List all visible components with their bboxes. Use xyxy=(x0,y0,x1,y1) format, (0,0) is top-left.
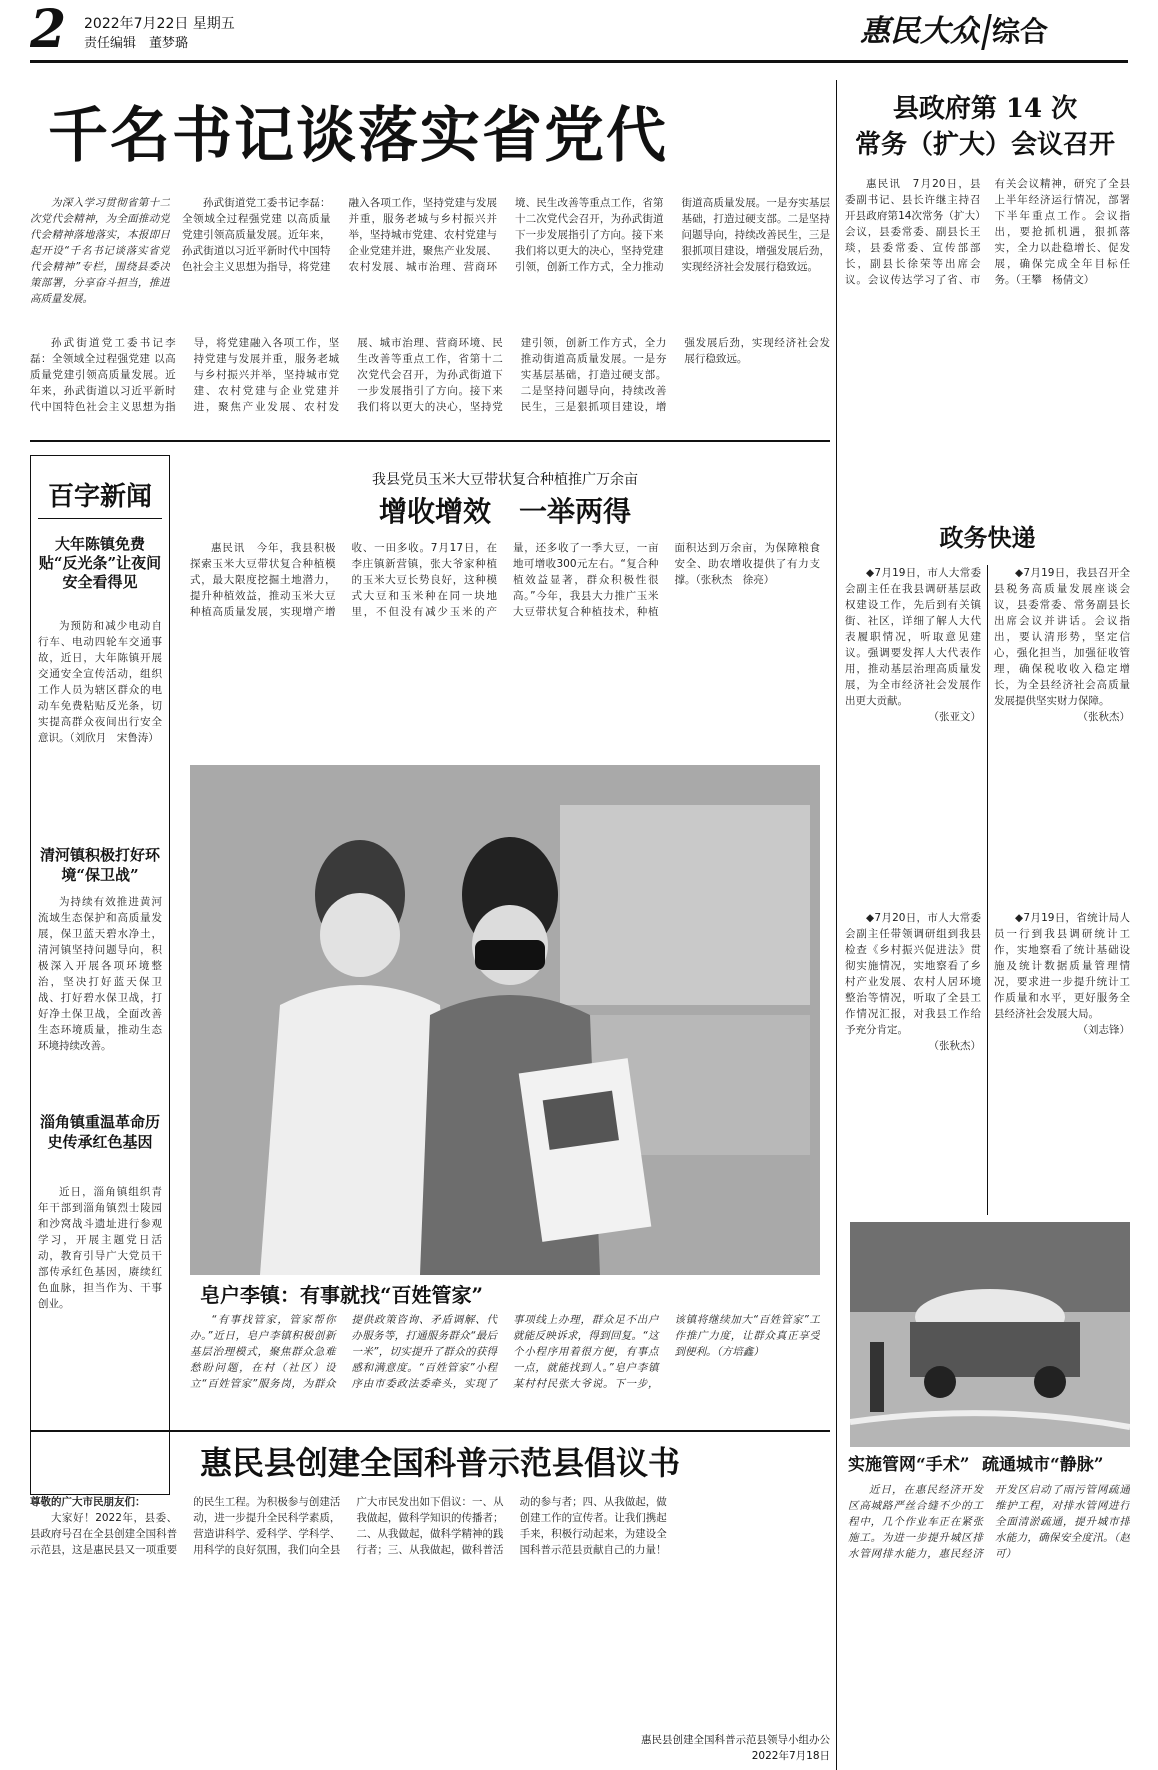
byline: （张亚文） xyxy=(928,711,981,723)
lead-bottom-rule xyxy=(30,440,830,442)
photo-village-butler xyxy=(190,765,820,1275)
brand-logo: 惠民大众 xyxy=(860,14,980,49)
initiative-salutation: 尊敬的广大市民朋友们： xyxy=(30,1496,146,1508)
byline: （张秋杰） xyxy=(1077,711,1130,723)
planting-body: 惠民讯 今年，我县积极探索玉米大豆带状复合种植模式，最大限度挖掘土地潜力，提升种植效益，推动玉米大豆种植高质量发展，实现增产增收、一田多收。7月17日，在李庄镇新营镇，张大爷家种植的玉米大豆长势良好，这种模式大豆和玉米种在同一块地里，不但没有减少玉米的产量，还多收了一季大豆，一亩地可增收300元左右。“复合种植效益显著，群众积极性很高。”今年，我县大力推广玉米大豆带状复合种植技术，种植面积达到万余亩，为保障粮食安全、助农增收提供了有力支撑。（张秋杰 徐亮） xyxy=(190,542,820,618)
photo-caption: 皂户李镇：有事就找“百姓管家” xyxy=(200,1283,484,1307)
page-number: 2 xyxy=(30,2,67,58)
date-line: 2022年7月22日 星期五 xyxy=(84,16,235,32)
news-item-body: 为预防和减少电动自行车、电动四轮车交通事故，近日，大年陈镇开展交通安全宣传活动，组织工作人员为辖区群众的电动车免费粘贴反光条，切实提高群众夜间出行安全意识。（刘欣月 宋鲁涛） xyxy=(38,620,162,744)
news-item-title: 清河镇积极打好环境“保卫战” xyxy=(39,846,160,884)
editor-line: 责任编辑 董梦璐 xyxy=(84,36,189,51)
sewer-body: 近日，在惠民经济开发区高城路严丝合缝不少的工程中，几个作业车正在紧张施工。为进一步提升城区排水管网排水能力，惠民经济开发区启动了雨污管网疏通维护工程，对排水管网进行全面清淤疏通，提升城市排水能力，确保安全度汛。（赵可） xyxy=(848,1484,1130,1560)
gov-brief-item: ◆7月19日，省统计局人员一行到我县调研统计工作，实地察看了统计基础设施及统计数据质量管理情况，要求进一步提升统计工作质量和水平，更好服务全县经济社会发展大局。 （刘志锋） xyxy=(994,912,1130,1036)
section-name: 综合 xyxy=(992,15,1049,48)
lead-intro: 为深入学习贯彻省第十二次党代会精神，为全面推动党代会精神落地落实，本报即日起开设“千名书记谈落实省党代会精神”专栏，围绕县委决策部署，分享奋斗担当，推进高质量发展。 xyxy=(30,197,170,305)
photo-story-body: “有事找管家，管家帮你办。”近日，皂户李镇积极创新基层治理模式，聚焦群众急难愁盼问题，在村（社区）设立“百姓管家”服务岗，为群众提供政策咨询、矛盾调解、代办服务等，打通服务群众“最后一米”，切实提升了群众的获得感和满意度。“百姓管家”小程序由市委政法委牵头，实现了事项线上办理，群众足不出户就能反映诉求，得到回复。“这个小程序用着很方便，有事点一点，就能找到人。”皂户李镇某村村民张大爷说。下一步，该镇将继续加大“百姓管家”工作推广力度，让群众真正享受到便利。（方培鑫） xyxy=(190,1314,820,1390)
sewer-headline-b: 疏通城市“静脉” xyxy=(982,1455,1104,1475)
initiative-date: 2022年7月18日 xyxy=(751,1750,830,1762)
initiative-headline: 惠民县创建全国科普示范县倡议书 xyxy=(199,1444,680,1482)
initiative-signature: 惠民县创建全国科普示范县领导小组办公 xyxy=(641,1734,830,1746)
hundred-news-badge: 百字新闻 xyxy=(38,475,162,519)
brand-divider xyxy=(981,14,992,50)
news-item-body: 为持续有效推进黄河流域生态保护和高质量发展，保卫蓝天碧水净土，清河镇坚持问题导向，积极深入开展各项环境整治，坚决打好蓝天保卫战、打好碧水保卫战，打好净土保卫战，全面改善生态环境质量，推动生态环境持续改善。 xyxy=(38,896,162,1052)
planting-kicker: 我县党员玉米大豆带状复合种植推广万余亩 xyxy=(372,472,638,488)
header-rule xyxy=(30,60,1128,63)
planting-headline: 增收增效 一举两得 xyxy=(378,495,631,528)
gov-brief-title: 政务快递 xyxy=(939,523,1036,552)
lead-body: 孙武街道党工委书记李磊：全领域全过程强党建 以高质量党建引领高质量发展。近年来，孙武街道以习近平新时代中国特色社会主义思想为指导，将党建融入各项工作，坚持党建与发展并重，服务老城与乡村振兴并举，坚持城市党建、农村党建与企业党建并进，聚焦产业发展、农村发展、城市治理、营商环境、民生改善等重点工作，省第十二次党代会召开，为孙武街道下一步发展指引了方向。接下来我们将以更大的决心，坚持党建引领，创新工作方式，全力推动街道高质量发展。一是夯实基层基础，打造过硬支部。二是坚持问题导向，持续改善民生，三是狠抓项目建设，增强发展后劲，实现经济社会发展行稳致远。 xyxy=(30,337,830,413)
gov-brief-item: ◆7月20日，市人大常委会副主任带领调研组到我县检查《乡村振兴促进法》贯彻实施情况，实地察看了乡村产业发展、农村人居环境整治等情况，听取了全县工作情况汇报，对我县工作给予充分肯定。 （张秋杰） xyxy=(845,912,981,1052)
right-col-divider xyxy=(836,80,837,1770)
photo-sewer-truck xyxy=(850,1222,1130,1447)
news-item-title: 淄角镇重温革命历史传承红色基因 xyxy=(39,1113,160,1151)
news-item-body: 近日，淄角镇组织青年干部到淄角镇烈士陵园和沙窝战斗遗址进行参观学习，开展主题党日活动，教育引导广大党员干部传承红色基因，赓续红色血脉，担当作为、干事创业。 xyxy=(38,1186,162,1310)
gov-brief-item: ◆7月19日，我县召开全县税务高质量发展座谈会议，县委常委、常务副县长出席会议并讲话。会议指出，要认清形势，坚定信心，强化担当，加强征收管理，确保税收收入稳定增长，为全县经济社会高质量发展提供坚实财力保障。 （张秋杰） xyxy=(994,567,1130,723)
meeting-headline-1: 县政府第 14 次 xyxy=(892,94,1078,124)
lead-headline: 千名书记谈落实省党代 xyxy=(48,101,668,171)
byline: （张秋杰） xyxy=(928,1040,981,1052)
lead-body-top: 孙武街道党工委书记李磊：全领域全过程强党建 以高质量党建引领高质量发展。近年来，孙武街道以习近平新时代中国特色社会主义思想为指导，将党建融入各项工作，坚持党建与发展并重，服务老城与乡村振兴并举，坚持城市党建、农村党建与企业党建并进，聚焦产业发展、农村发展、城市治理、营商环境、民生改善等重点工作，省第十二次党代会召开，为孙武街道下一步发展指引了方向。接下来我们将以更大的决心，坚持党建引领，创新工作方式，全力推动街道高质量发展。一是夯实基层基础，打造过硬支部。二是坚持问题导向，持续改善民生，三是狠抓项目建设，增强发展后劲，实现经济社会发展行稳致远。 xyxy=(182,197,830,273)
meeting-body: 惠民讯 7月20日，县委副书记、县长许继主持召开县政府第14次常务（扩大）会议，县委常委、副县长王琰，县委常委、宣传部部长，副县长徐荣等出席会议。会议传达学习了省、市有关会议精神，研究了全县上半年经济运行情况，部署下半年重点工作。会议指出，要抢抓机遇，狠抓落实，全力以赴稳增长、促发展，确保完成全年目标任务。（王攀 杨倩文） xyxy=(845,178,1130,286)
meeting-headline-2: 常务（扩大）会议召开 xyxy=(854,130,1115,160)
gov-brief-item: ◆7月19日，市人大常委会副主任在我县调研基层政权建设工作，先后到有关镇街、社区，详细了解人大代表履职情况，听取意见建议。强调要发挥人大代表作用，推动基层治理高质量发展，为全市经济社会发展作出更大贡献。 （张亚文） xyxy=(845,567,981,723)
news-item-title: 大年陈镇免费贴“反光条”让夜间安全看得见 xyxy=(38,535,162,591)
initiative-top-rule xyxy=(30,1430,830,1432)
sewer-headline-a: 实施管网“手术” xyxy=(848,1455,970,1475)
byline: （刘志锋） xyxy=(1077,1024,1130,1036)
gov-brief-col-divider xyxy=(987,565,988,1215)
initiative-body: 尊敬的广大市民朋友们： 大家好！2022年，县委、县政府号召在全县创建全国科普示范县，这是惠民县又一项重要的民生工程。为积极参与创建活动，进一步提升全民科学素质，营造讲科学、爱科学、学科学、用科学的良好氛围，我们向全县广大市民发出如下倡议：一、从我做起，做科学知识的传播者；二、从我做起，做科学精神的践行者；三、从我做起，做科普活动的参与者；四、从我做起，做创建工作的宣传者。让我们携起手来，积极行动起来，为建设全国科普示范县贡献自己的力量！ xyxy=(30,1496,667,1556)
